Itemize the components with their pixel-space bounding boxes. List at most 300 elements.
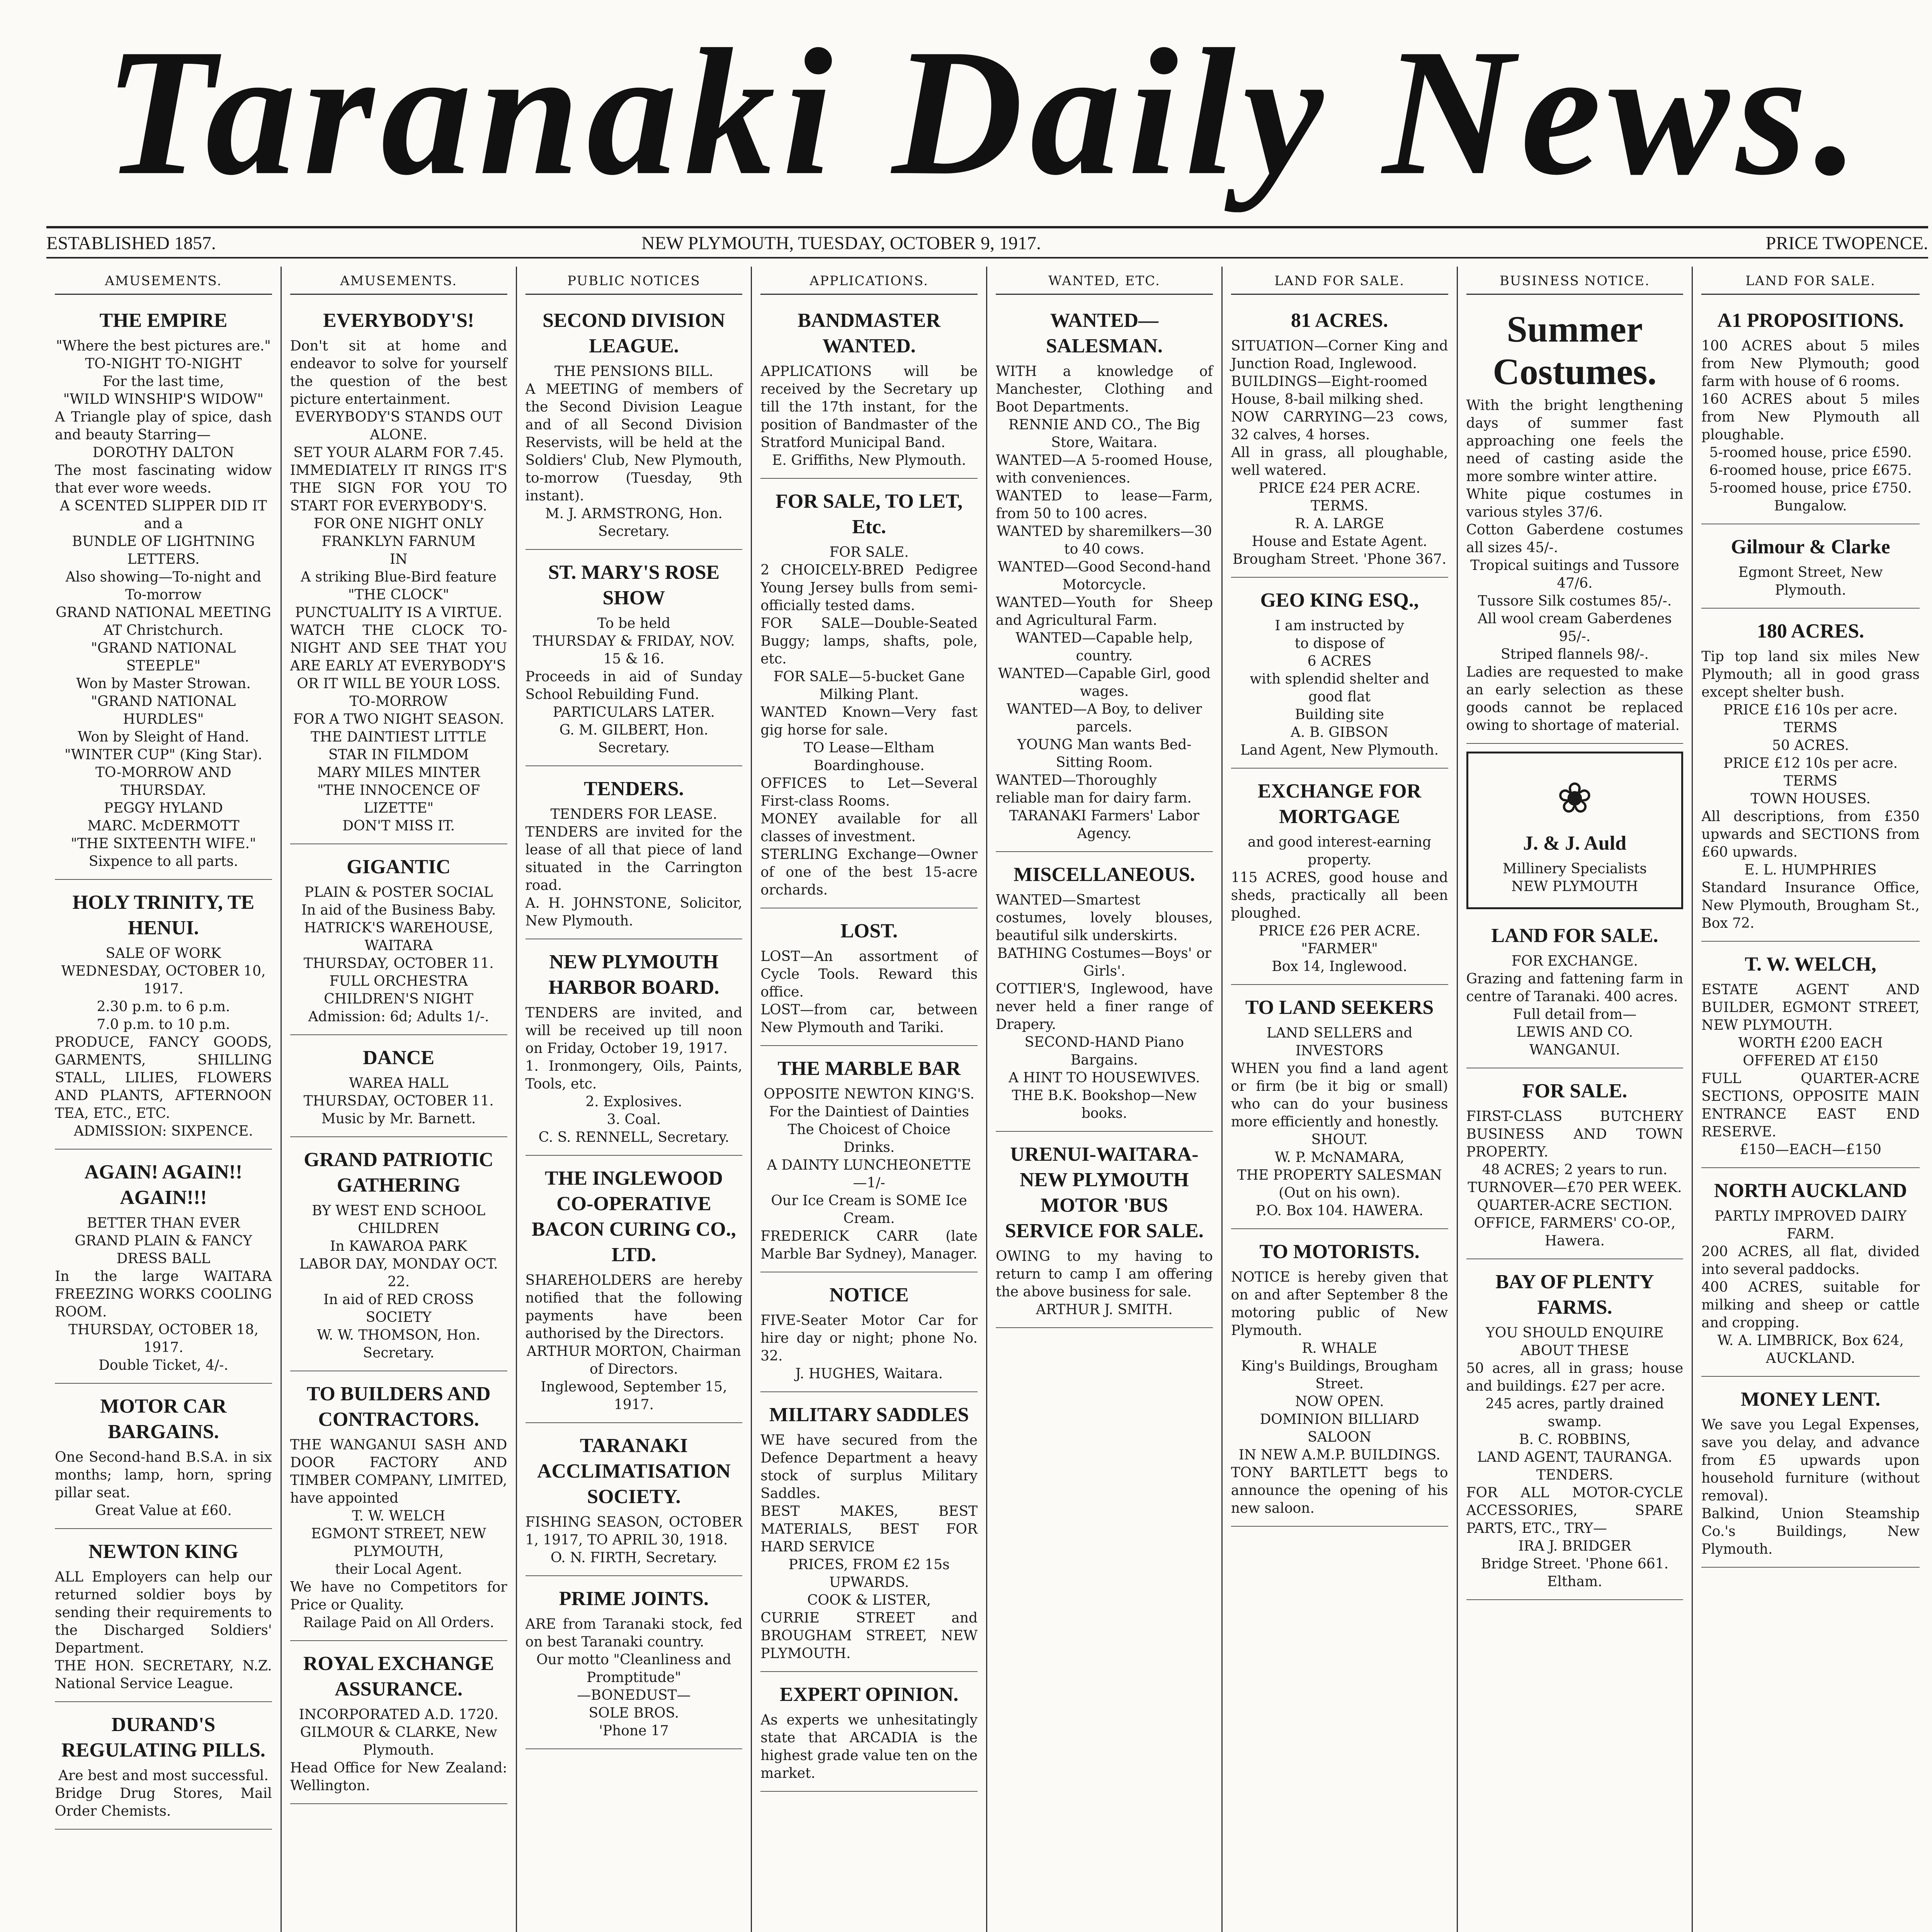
ad-text-line: and a <box>144 516 183 532</box>
ad-text-line: WANTED—Thoroughly reliable man for dairy farm. <box>996 772 1192 806</box>
ad-text-line: SET YOUR ALARM FOR 7.45. <box>293 445 504 461</box>
advertisement <box>290 1375 507 1641</box>
ad-text-line: R. WHALE <box>1302 1340 1377 1356</box>
advertisement <box>1231 989 1448 1229</box>
ad-title: EVERYBODY'S! <box>323 310 474 332</box>
ad-title: FOR SALE. <box>1522 1080 1628 1102</box>
ad-text-line: WATCH THE CLOCK TO-NIGHT AND SEE THAT YOU ARE EARLY AT EVERYBODY'S <box>290 622 507 674</box>
ad-text-line: Grazing and fattening farm in centre of Taranaki. 400 acres. <box>1466 971 1684 1005</box>
ad-title: GRAND PATRIOTIC GATHERING <box>304 1149 493 1196</box>
ad-text-line: Egmont Street, New Plymouth. <box>1738 565 1883 598</box>
ad-text-line: PRODUCE, FANCY GOODS, GARMENTS, SHILLING STALL, LILIES, FLOWERS AND PLANTS, AFTERNOON TEA, ETC., ETC. <box>55 1034 272 1121</box>
ad-text-line: ADMISSION: SIXPENCE. <box>73 1123 253 1139</box>
ad-text-line: A. H. JOHNSTONE, Solicitor, New Plymouth. <box>525 895 743 929</box>
ad-text-line: SITUATION—Corner King and Junction Road, Inglewood. <box>1231 338 1448 372</box>
ad-title: THE INGLEWOOD CO-OPERATIVE BACON CURING CO., LTD. <box>532 1167 736 1266</box>
advertisement <box>55 884 272 1150</box>
ad-title: J. & J. Auld <box>1523 832 1627 854</box>
advertisement <box>760 1676 978 1792</box>
ad-text-line: "WINTER CUP" (King Star). <box>65 747 262 763</box>
ad-text-line: TENDERS. <box>1536 1467 1613 1483</box>
ad-text-line: 5-roomed house, price £590. <box>1709 445 1912 461</box>
advertisement <box>526 943 743 1156</box>
ad-text-line: FOR ALL MOTOR-CYCLE ACCESSORIES, SPARE PARTS, ETC., TRY— <box>1466 1485 1684 1536</box>
ad-title: AGAIN! AGAIN!! AGAIN!!! <box>84 1161 243 1209</box>
ad-text-line: In KAWAROA PARK <box>330 1238 468 1254</box>
ad-text-line: NOW CARRYING—23 cows, 32 calves, 4 horses. <box>1231 409 1448 443</box>
newspaper-title: Taranaki Daily News. <box>104 11 1866 213</box>
ad-text-line: 2 CHOICELY-BRED Pedigree Young Jersey bulls from semi-officially tested dams. <box>760 562 978 614</box>
ad-text-line: BY WEST END SCHOOL CHILDREN <box>312 1203 486 1236</box>
ad-text-line: A Triangle play of spice, dash and beauty Starring— <box>55 409 272 443</box>
ad-text-line: ALL Employers can help our returned soldier boys by sending their requirements to the Discharged Soldiers' Department. <box>55 1569 272 1656</box>
ad-text-line: TO-MORROW <box>349 694 448 709</box>
ad-text-line: TO Lease—Eltham Boardinghouse. <box>803 740 935 774</box>
ad-text-line: MARY MILES MINTER <box>317 765 480 781</box>
ad-text-line: EVERYBODY'S STANDS OUT ALONE. <box>295 409 502 443</box>
ad-text-line: NOTICE is hereby given that on and after September 8 the motoring public of New Plymouth. <box>1231 1269 1448 1338</box>
column-4 <box>752 267 987 1932</box>
ad-text-line: "WILD WINSHIP'S WIDOW" <box>63 391 264 407</box>
column-heading: AMUSEMENTS. <box>55 267 272 295</box>
advertisement <box>526 554 743 766</box>
ad-title: 180 ACRES. <box>1757 620 1864 642</box>
ad-text-line: WANTED—Good Second-hand Motorcycle. <box>998 559 1211 593</box>
ad-title: URENUI-WAITARA-NEW PLYMOUTH MOTOR 'BUS SERVICE FOR SALE. <box>1005 1143 1204 1242</box>
ad-text-line: T. W. WELCH <box>352 1508 446 1524</box>
ad-title: NOTICE <box>829 1284 909 1306</box>
ad-title: NEWTON KING <box>88 1541 238 1563</box>
ad-text-line: Won by Sleight of Hand. <box>77 729 249 745</box>
advertisement <box>1701 528 1920 609</box>
ad-text-line: A. B. GIBSON <box>1290 724 1389 740</box>
ad-text-line: E. L. HUMPHRIES <box>1744 862 1877 878</box>
ad-text-line: TERMS. <box>1311 498 1369 514</box>
ad-text-line: LAND SELLERS and INVESTORS <box>1266 1025 1413 1059</box>
ad-text-line: and good interest-earning property. <box>1248 834 1432 868</box>
ad-text-line: WITH a knowledge of Manchester, Clothing and Boot Departments. <box>996 364 1213 415</box>
ad-text-line: Tussore Silk costumes 85/-. <box>1478 593 1672 609</box>
ad-text-line: Bridge Street. 'Phone 661. Eltham. <box>1481 1556 1669 1590</box>
ad-title: HOLY TRINITY, TE HENUI. <box>72 891 255 939</box>
ad-title: EXPERT OPINION. <box>779 1684 959 1706</box>
ad-text-line: COTTIER'S, Inglewood, have never held a finer range of Drapery. <box>996 981 1213 1032</box>
ad-text-line: Millinery Specialists <box>1502 861 1647 877</box>
ad-text-line: To be held <box>597 616 670 631</box>
ad-text-line: OWING to my having to return to camp I am offering the above business for sale. <box>996 1248 1213 1300</box>
column-heading: BUSINESS NOTICE. <box>1466 267 1684 295</box>
ad-text-line: to dispose of <box>1294 636 1384 651</box>
ad-text-line: R. A. LARGE <box>1295 516 1384 532</box>
ad-text-line: PUNCTUALITY IS A VIRTUE. <box>295 605 502 621</box>
ad-text-line: We have no Competitors for Price or Quality. <box>290 1579 507 1613</box>
masthead <box>0 0 1932 253</box>
ad-text-line: C. S. RENNELL, Secretary. <box>538 1129 730 1145</box>
ad-text-line: J. HUGHES, Waitara. <box>795 1366 943 1382</box>
ad-text-line: O. N. FIRTH, Secretary. <box>550 1550 717 1566</box>
ad-title: TENDERS. <box>584 778 684 800</box>
ad-text-line: P.O. Box 104. HAWERA. <box>1255 1203 1423 1219</box>
masthead-info-bar <box>46 232 1928 255</box>
ad-text-line: THE HON. SECRETARY, N.Z. National Service League. <box>55 1658 272 1692</box>
ad-text-line: PRICES, FROM £2 15s UPWARDS. <box>788 1557 950 1590</box>
ad-text-line: SHOUT. <box>1311 1132 1368 1148</box>
ad-text-line: BATHING Costumes—Boys' or Girls'. <box>997 946 1211 979</box>
column-3 <box>517 267 752 1932</box>
ad-text-line: 160 ACRES about 5 miles from New Plymouth all ploughable. <box>1701 391 1920 443</box>
advertisement <box>526 302 743 550</box>
advertisement <box>526 770 743 939</box>
ad-text-line: "THE SIXTEENTH WIFE." <box>71 836 256 852</box>
ad-title: NORTH AUCKLAND <box>1714 1180 1907 1202</box>
ad-title: MILITARY SADDLES <box>769 1404 969 1426</box>
ad-text-line: "THE CLOCK" <box>348 587 449 603</box>
ad-text-line: A MEETING of members of the Second Division League and of all Second Division Reservists, will be held at the Soldiers' Club, New Plymouth, to-morrow (Tuesday, 9th instant). <box>525 381 743 504</box>
ad-title: A1 PROPOSITIONS. <box>1717 310 1904 332</box>
advertisement <box>996 302 1213 852</box>
ad-text-line: BUNDLE OF LIGHTNING LETTERS. <box>72 534 255 567</box>
ad-text-line: TARANAKI Farmers' Labor Agency. <box>1009 808 1199 842</box>
ad-title: MISCELLANEOUS. <box>1014 864 1195 886</box>
advertisement <box>290 1645 507 1804</box>
advertisement <box>1466 1072 1684 1259</box>
advertisement <box>1701 946 1920 1168</box>
ad-text-line: TO-MORROW AND THURSDAY. <box>95 765 231 798</box>
ad-text-line: MONEY available for all classes of investment. <box>760 811 978 845</box>
advertisement <box>55 1388 272 1529</box>
ad-text-line: THE WANGANUI SASH AND DOOR FACTORY AND TIMBER COMPANY, LIMITED, have appointed <box>290 1437 507 1506</box>
ad-text-line: Don't sit at home and endeavor to solve for yourself the question of the best picture entertainment. <box>290 338 507 407</box>
ad-text-line: In aid of RED CROSS SOCIETY <box>323 1292 474 1325</box>
advertisement <box>526 1160 743 1423</box>
ad-text-line: Railage Paid on All Orders. <box>303 1615 494 1631</box>
ad-text-line: A HINT TO HOUSEWIVES. <box>1009 1070 1200 1086</box>
ad-text-line: FIRST-CLASS BUTCHERY BUSINESS AND TOWN PROPERTY. <box>1466 1109 1684 1160</box>
ad-title: NEW PLYMOUTH HARBOR BOARD. <box>548 951 719 998</box>
ad-text-line: LEWIS AND CO. <box>1516 1024 1633 1040</box>
ad-text-line: WANTED—A 5-roomed House, with conveniences. <box>996 452 1213 486</box>
ad-title: TARANAKI ACCLIMATISATION SOCIETY. <box>537 1435 731 1508</box>
ad-text-line: PEGGY HYLAND <box>104 800 223 816</box>
ad-text-line: WANTED—Capable Girl, good wages. <box>998 666 1211 699</box>
ad-text-line: 6 ACRES <box>1307 653 1372 669</box>
ad-text-line: THE B.K. Bookshop—New books. <box>1012 1088 1197 1121</box>
advertisement <box>996 856 1213 1132</box>
ad-text-line: FULL QUARTER-ACRE SECTIONS, OPPOSITE MAIN ENTRANCE EAST END RESERVE. <box>1701 1071 1920 1140</box>
ad-text-line: All in grass, all ploughable, well watered. <box>1231 445 1448 478</box>
ad-text-line: Ladies are requested to make an early selection as these goods cannot be replaced owing to shortage of material. <box>1466 664 1684 733</box>
ad-text-line: Brougham Street. 'Phone 367. <box>1233 551 1447 567</box>
ad-text-line: TO-NIGHT TO-NIGHT <box>85 356 242 372</box>
ad-text-line: "GRAND NATIONAL STEEPLE" <box>91 640 236 674</box>
ad-text-line: Tip top land six miles New Plymouth; all in good grass except shelter bush. <box>1701 649 1920 700</box>
ad-text-line: FOR ONE NIGHT ONLY <box>313 516 484 532</box>
ad-text-line: OFFERED AT £150 <box>1743 1053 1878 1069</box>
ad-text-line: 115 ACRES, good house and sheds, practically all been ploughed. <box>1231 870 1448 921</box>
ad-text-line: WANGANUI. <box>1529 1042 1620 1058</box>
ad-text-line: Full detail from— <box>1513 1007 1637 1022</box>
ad-text-line: LOST—An assortment of Cycle Tools. Reward this office. <box>760 949 978 1000</box>
advertisement <box>290 1141 507 1371</box>
ad-text-line: PLAIN & POSTER SOCIAL <box>304 884 493 900</box>
ad-text-line: INCORPORATED A.D. 1720. <box>299 1707 498 1723</box>
advertisement <box>1231 582 1448 769</box>
ad-text-line: PRICE £12 10s per acre. TERMS <box>1723 755 1898 789</box>
ad-text-line: PARTICULARS LATER. <box>553 704 715 720</box>
ad-text-line: 50 acres, all in grass; house and buildings. £27 per acre. <box>1466 1361 1684 1394</box>
ad-text-line: 6-roomed house, price £675. <box>1709 463 1912 478</box>
ad-text-line: CURRIE STREET and BROUGHAM STREET, NEW PLYMOUTH. <box>760 1610 978 1662</box>
ad-text-line: Are best and most successful. <box>58 1768 269 1784</box>
ad-text-line: W. W. THOMSON, Hon. Secretary. <box>317 1327 481 1361</box>
ad-text-line: In the large WAITARA FREEZING WORKS COOLING ROOM. <box>55 1269 272 1320</box>
ad-title: ST. MARY'S ROSE SHOW <box>548 561 720 609</box>
column-heading: AMUSEMENTS. <box>290 267 507 295</box>
ad-title: Summer Costumes. <box>1493 308 1657 392</box>
column-7 <box>1458 267 1693 1932</box>
ad-title: BANDMASTER WANTED. <box>798 310 941 357</box>
ad-text-line: IMMEDIATELY IT RINGS IT'S THE SIGN FOR YOU TO START FOR EVERYBODY'S. <box>290 463 507 514</box>
ad-text-line: WHEN you find a land agent or firm (be it big or small) who can do your business more efficiently and honestly. <box>1231 1061 1448 1130</box>
ad-text-line: IN <box>389 551 408 567</box>
ad-text-line: Inglewood, September 15, 1917. <box>541 1379 727 1413</box>
ad-text-line: Great Value at £60. <box>95 1503 232 1519</box>
ad-text-line: In aid of the Business Baby. <box>301 902 496 918</box>
ad-text-line: All wool cream Gaberdenes 95/-. <box>1478 611 1672 645</box>
ad-text-line: G. M. GILBERT, Hon. Secretary. <box>559 722 709 756</box>
ad-text-line: OFFICE, FARMERS' CO-OP., Hawera. <box>1474 1215 1676 1249</box>
ad-title: LOST. <box>840 920 898 942</box>
ad-text-line: M. J. ARMSTRONG, Hon. Secretary. <box>545 506 723 539</box>
ad-text-line: —BONEDUST— <box>577 1687 691 1703</box>
ad-text-line: Standard Insurance Office, New Plymouth, Brougham St., Box 72. <box>1701 880 1920 931</box>
ad-text-line: QUARTER-ACRE SECTION. <box>1477 1197 1673 1213</box>
ad-text-line: Head Office for New Zealand: Wellington. <box>290 1760 507 1794</box>
ad-text-line: TONY BARTLETT begs to announce the opening of his new saloon. <box>1231 1465 1448 1516</box>
ad-text-line: Striped flannels 98/-. <box>1500 646 1649 662</box>
advertisement <box>1466 752 1684 909</box>
ad-text-line: WANTED Known—Very fast gig horse for sale. <box>760 704 978 738</box>
ad-text-line: STERLING Exchange—Owner of one of the best 15-acre orchards. <box>760 847 978 898</box>
ad-title: MOTOR CAR BARGAINS. <box>100 1395 227 1443</box>
advertisement <box>290 1039 507 1137</box>
advertisement <box>1231 772 1448 985</box>
ad-title: GIGANTIC <box>347 856 451 878</box>
ad-text-line: All descriptions, from £350 upwards and SECTIONS from £60 upwards. <box>1701 809 1920 860</box>
ad-text-line: NEW PLYMOUTH <box>1511 879 1638 895</box>
ad-text-line: NOW OPEN. <box>1295 1394 1384 1410</box>
ad-text-line: WANTED by sharemilkers—30 to 40 cows. <box>997 524 1212 557</box>
ad-text-line: 7.0 p.m. to 10 p.m. <box>97 1017 230 1032</box>
advertisement <box>760 912 978 1046</box>
ad-text-line: B. C. ROBBINS, <box>1519 1432 1631 1447</box>
advertisement <box>290 302 507 844</box>
advertisement <box>1701 612 1920 942</box>
ad-text-line: E. Griffiths, New Plymouth. <box>772 452 966 468</box>
ad-text-line: Land Agent, New Plymouth. <box>1240 742 1439 758</box>
ad-text-line: OFFICES to Let—Several First-class Rooms. <box>760 776 978 809</box>
ad-title: DANCE <box>363 1047 435 1069</box>
ad-text-line: Cotton Gaberdene costumes all sizes 45/-. <box>1466 522 1684 556</box>
ad-text-line: Our motto "Cleanliness and Promptitude" <box>536 1652 731 1685</box>
ad-text-line: DOMINION BILLIARD SALOON <box>1260 1412 1419 1445</box>
ad-text-line: FOR SALE. <box>829 544 909 560</box>
ad-text-line: One Second-hand B.S.A. in six months; lamp, horn, spring pillar seat. <box>55 1449 272 1501</box>
column-5 <box>987 267 1223 1932</box>
ad-text-line: £150—EACH—£150 <box>1740 1142 1881 1158</box>
ad-text-line: A SCENTED SLIPPER DID IT <box>60 498 267 514</box>
ad-text-line: W. P. McNAMARA, <box>1274 1150 1405 1165</box>
advertisement <box>55 1533 272 1702</box>
ad-text-line: IN NEW A.M.P. BUILDINGS. <box>1238 1447 1440 1463</box>
ad-text-line: TENDERS are invited, and will be received up till noon on Friday, October 19, 1917. <box>525 1005 743 1056</box>
advertisement <box>996 1136 1213 1328</box>
ad-text-line: Also showing—To-night and To-morrow <box>65 569 262 603</box>
ad-text-line: FOR SALE—5-bucket Gane Milking Plant. <box>773 669 965 702</box>
column-2 <box>282 267 517 1932</box>
ad-text-line: WANTED to lease—Farm, from 50 to 100 acres. <box>996 488 1213 522</box>
ad-text-line: THURSDAY & FRIDAY, NOV. 15 & 16. <box>532 633 735 667</box>
ad-text-line: The Choicest of Choice Drinks. <box>787 1122 951 1155</box>
ad-text-line: CHILDREN'S NIGHT <box>324 991 473 1007</box>
ad-text-line: Admission: 6d; Adults 1/-. <box>308 1009 489 1025</box>
ad-text-line: The most fascinating widow that ever wore weeds. <box>55 463 272 496</box>
advertisement <box>55 1153 272 1384</box>
advertisement <box>55 302 272 880</box>
ad-text-line: 1. Ironmongery, Oils, Paints, Tools, etc. <box>525 1058 743 1092</box>
ad-text-line: APPLICATIONS will be received by the Secretary up till the 17th instant, for the position of Bandmaster of the Stratford Municipal Band. <box>760 364 978 451</box>
ad-text-line: I am instructed by <box>1275 618 1404 634</box>
ad-text-line: ARTHUR MORTON, Chairman of Directors. <box>526 1344 741 1377</box>
ad-text-line: OR IT WILL BE YOUR LOSS. <box>297 676 501 692</box>
ad-text-line: DOROTHY DALTON <box>92 445 235 461</box>
ad-title: SECOND DIVISION LEAGUE. <box>543 310 725 357</box>
advertisement <box>290 848 507 1035</box>
ad-text-line: THURSDAY, OCTOBER 11. <box>303 1093 494 1109</box>
ad-text-line: King's Buildings, Brougham Street. <box>1241 1358 1438 1392</box>
ad-text-line: ARE from Taranaki stock, fed on best Taranaki country. <box>525 1616 743 1650</box>
ad-title: 81 ACRES. <box>1291 310 1388 332</box>
column-8 <box>1693 267 1928 1932</box>
ad-text-line: 245 acres, partly drained swamp. <box>1485 1396 1664 1430</box>
ad-title: MONEY LENT. <box>1741 1388 1881 1410</box>
ad-text-line: IRA J. BRIDGER <box>1518 1538 1631 1554</box>
advertisement <box>1701 302 1920 524</box>
ad-text-line: 100 ACRES about 5 miles from New Plymouth; good farm with house of 6 rooms. <box>1701 338 1920 389</box>
ad-text-line: PRICE £16 10s per acre. TERMS <box>1723 702 1898 736</box>
ad-title: THE MARBLE BAR <box>777 1058 961 1080</box>
ad-text-line: WE have secured from the Defence Department a heavy stock of surplus Military Saddles. <box>760 1432 978 1502</box>
ad-text-line: 2. Explosives. <box>585 1094 682 1110</box>
ad-text-line: A striking Blue-Bird feature <box>301 569 497 585</box>
ad-text-line: A DAINTY LUNCHEONETTE—1/- <box>767 1157 971 1191</box>
ad-title: Gilmour & Clarke <box>1731 536 1890 558</box>
advertisement <box>760 1396 978 1672</box>
advertisement <box>1466 302 1684 744</box>
ad-text-line: Tropical suitings and Tussore 47/6. <box>1470 558 1679 591</box>
ad-text-line: ARTHUR J. SMITH. <box>1036 1302 1173 1318</box>
ad-text-line: 400 ACRES, suitable for milking and sheep or cattle and cropping. <box>1701 1279 1920 1331</box>
ad-text-line: THE DAINTIEST LITTLE STAR IN FILMDOM <box>310 729 487 763</box>
ad-text-line: Proceeds in aid of Sunday School Rebuilding Fund. <box>525 669 743 702</box>
ad-title: BAY OF PLENTY FARMS. <box>1495 1271 1654 1318</box>
ad-title: THE EMPIRE <box>99 310 228 332</box>
column-1 <box>46 267 282 1932</box>
ad-text-line: BEST MAKES, BEST MATERIALS, BEST FOR HARD SERVICE <box>760 1503 978 1555</box>
ad-text-line: YOUNG Man wants Bed-Sitting Room. <box>1017 737 1192 770</box>
ad-title: TO LAND SEEKERS <box>1245 997 1434 1019</box>
ad-title: TO MOTORISTS. <box>1259 1241 1420 1263</box>
ad-text-line: LOST—from car, between New Plymouth and Tariki. <box>760 1002 978 1036</box>
place-date: NEW PLYMOUTH, TUESDAY, OCTOBER 9, 1917. <box>641 233 1041 253</box>
ad-text-line: House and Estate Agent. <box>1252 534 1427 549</box>
ad-text-line: W. A. LIMBRICK, Box 624, AUCKLAND. <box>1717 1333 1904 1366</box>
ad-text-line: HATRICK'S WAREHOUSE, WAITARA <box>304 920 493 954</box>
ad-text-line: BUILDINGS—Eight-roomed House, 8-bail milking shed. <box>1231 374 1428 407</box>
ad-text-line: FOR A TWO NIGHT SEASON. <box>293 711 504 727</box>
ad-title: TO BUILDERS AND CONTRACTORS. <box>306 1383 491 1430</box>
ad-text-line: Balkind, Union Steamship Co.'s Buildings, New Plymouth. <box>1701 1506 1920 1557</box>
advertisement <box>760 1050 978 1272</box>
ad-text-line: PRICE £24 PER ACRE. <box>1259 480 1420 496</box>
ad-text-line: Won by Master Strowan. <box>76 676 251 692</box>
ad-text-line: TOWN HOUSES. <box>1750 791 1871 807</box>
ad-text-line: "FARMER" <box>1301 941 1378 957</box>
ad-text-line: 3. Coal. <box>607 1112 661 1128</box>
ad-title: GEO KING ESQ., <box>1260 589 1419 611</box>
ad-text-line: MARC. McDERMOTT <box>87 818 240 834</box>
ad-text-line: 200 ACRES, all flat, divided into several paddocks. <box>1701 1244 1920 1277</box>
ad-text-line: with splendid shelter and good flat <box>1250 671 1429 705</box>
ad-text-line: PRICE £26 PER ACRE. <box>1259 923 1420 939</box>
ad-text-line: GRAND NATIONAL MEETING AT Christchurch. <box>56 605 271 638</box>
advertisement <box>1466 1263 1684 1600</box>
ad-text-line: Our Ice Cream is SOME Ice Cream. <box>771 1193 967 1226</box>
ad-text-line: "GRAND NATIONAL HURDLES" <box>91 694 236 727</box>
ad-text-line: EGMONT STREET, NEW PLYMOUTH, <box>311 1526 486 1560</box>
ad-text-line: 48 ACRES; 2 years to run. <box>1482 1162 1668 1178</box>
ad-text-line: Building site <box>1295 707 1384 723</box>
ad-text-line: 50 ACRES. <box>1772 738 1849 753</box>
advertisement <box>1701 1172 1920 1377</box>
column-6 <box>1223 267 1458 1932</box>
price-label: PRICE TWOPENCE. <box>1765 233 1928 253</box>
masthead-rule-bottom <box>46 257 1928 259</box>
ad-title: EXCHANGE FOR MORTGAGE <box>1258 780 1422 828</box>
ad-text-line: WANTED—A Boy, to deliver parcels. <box>1007 701 1202 735</box>
ad-text-line: FULL ORCHESTRA <box>329 973 468 989</box>
advertisement <box>760 483 978 908</box>
ad-text-line: Double Ticket, 4/-. <box>98 1357 228 1373</box>
ad-text-line: THE PROPERTY SALESMAN (Out on his own). <box>1237 1167 1442 1201</box>
ad-text-line: ESTATE AGENT AND BUILDER, EGMONT STREET, NEW PLYMOUTH. <box>1701 982 1920 1033</box>
ad-text-line: 5-roomed house, price £750. Bungalow. <box>1709 480 1912 514</box>
ad-text-line: FIVE-Seater Motor Car for hire day or night; phone No. 32. <box>760 1313 978 1364</box>
ad-text-line: WANTED—Youth for Sheep and Agricultural Farm. <box>996 595 1213 628</box>
ad-title: PRIME JOINTS. <box>559 1588 709 1610</box>
ad-text-line: OPPOSITE NEWTON KING'S. <box>764 1086 975 1102</box>
ad-title: ROYAL EXCHANGE ASSURANCE. <box>303 1653 494 1700</box>
ad-title: LAND FOR SALE. <box>1491 925 1658 947</box>
ad-text-line: GILMOUR & CLARKE, New Plymouth. <box>300 1725 497 1758</box>
ad-text-line: Bridge Drug Stores, Mail Order Chemists. <box>55 1786 272 1819</box>
ad-text-line: BETTER THAN EVER <box>87 1215 240 1231</box>
advertisement <box>55 1706 272 1830</box>
ad-text-line: FISHING SEASON, OCTOBER 1, 1917, TO APRIL 30, 1918. <box>525 1514 743 1548</box>
advertisement <box>1701 1381 1920 1568</box>
ad-text-line: TENDERS are invited for the lease of all that piece of land situated in the Carrington road. <box>525 824 743 893</box>
ad-text-line: With the bright lengthening days of summer fast approaching one feels the need of casting aside the more sombre winter attire. <box>1466 398 1684 485</box>
